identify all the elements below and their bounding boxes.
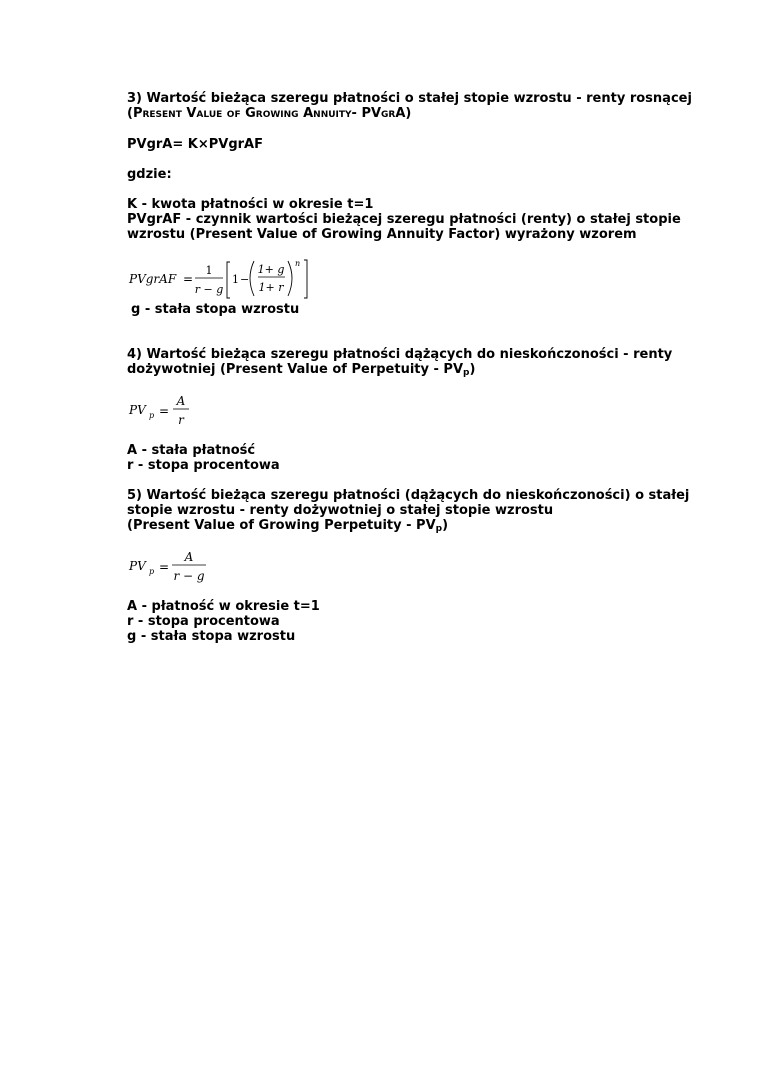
definition-r: r - stopa procentowa (127, 458, 280, 473)
section5-heading-line3: (Present Value of Growing Perpetuity - $PV_p$) (127, 518, 449, 534)
definition-g: g - stała stopa wzrostu (131, 302, 300, 317)
definition-a-growing: A - płatność w okresie t=1 (127, 599, 320, 614)
where-label: gdzie: (127, 167, 172, 182)
definition-a: A - stała płatność (127, 443, 256, 458)
section3-heading-line2: (Present Value of Growing Annuity- PVgrA) (127, 106, 412, 121)
section3-heading-line1: 3) Wartość bieżąca szeregu płatności o stałej stopie wzrostu - renty rosnącej (127, 91, 692, 106)
eq-fraction-den: r (178, 413, 184, 427)
section5-heading-line2: stopie wzrostu - renty dożywotniej o stałej stopie wzrostu (127, 503, 554, 518)
section4-heading-line2: dożywotniej (Present Value of Perpetuity - $PV_p$) (127, 362, 476, 378)
eq-fraction-num: A (176, 394, 186, 408)
eq-equals: = (159, 404, 170, 418)
section5-heading-line1: 5) Wartość bieżąca szeregu płatności (dążących do nieskończoności) o stałej (127, 488, 690, 503)
perpetuity-equation (127, 390, 207, 433)
definition-k: K - kwota płatności w okresie t=1 (127, 197, 374, 212)
eq-lhs: PV (129, 559, 146, 573)
definition-pvgraf-line1: PVgrAF - czynnik wartości bieżącej szeregu płatności (renty) o stałej stopie (127, 212, 681, 227)
eq-equals: = (183, 272, 194, 286)
eq-fraction-den: r − g (194, 283, 224, 296)
eq-one: 1 (232, 273, 239, 286)
eq-lhs-sub: p (149, 567, 155, 576)
definition-r-growing: r - stopa procentowa (127, 614, 280, 629)
growing-perpetuity-equation (127, 546, 227, 591)
section3-formula-text: PVgrA= K×PVgrAF (127, 137, 263, 152)
eq-lhs: PV (129, 403, 146, 417)
eq-fraction-den: r − g (173, 569, 205, 583)
section4-heading-line1: 4) Wartość bieżąca szeregu płatności dążących do nieskończoności - renty (127, 347, 673, 362)
definition-pvgraf-line2: wzrostu (Present Value of Growing Annuity Factor) wyrażony wzorem (127, 227, 637, 242)
eq-fraction-num: A (184, 550, 194, 564)
eq-exponent: n (295, 259, 301, 268)
eq-fraction-num: 1 (205, 264, 213, 277)
pvgraf-equation (127, 256, 327, 305)
eq-inner-num: 1+ g (257, 263, 285, 276)
eq-lhs-sub: p (149, 411, 155, 420)
eq-equals: = (159, 560, 170, 574)
eq-inner-den: 1+ r (258, 281, 284, 294)
eq-lhs: PVgrAF (129, 272, 177, 286)
definition-g-growing: g - stała stopa wzrostu (127, 629, 296, 644)
eq-minus: − (240, 273, 250, 286)
